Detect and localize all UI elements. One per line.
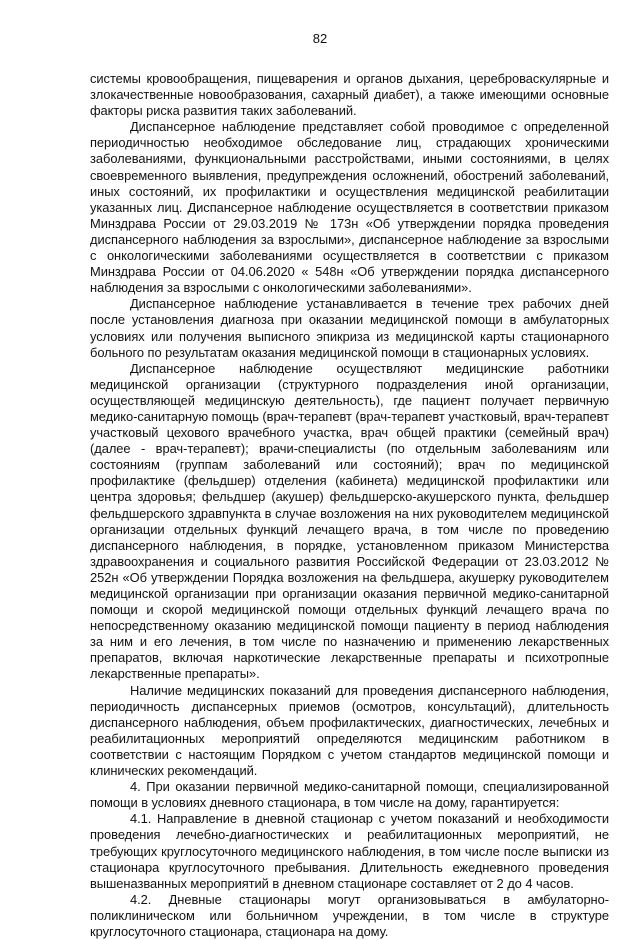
paragraph: 4.2. Дневные стационары могут организовываться в амбулаторно-поликлиническом или больничном учреждении, в том числе в структуре круглосуточного стационара, стационара на дому. (90, 891, 609, 939)
paragraph: 4.1. Направление в дневной стационар с учетом показаний и необходимости проведения лечебно-диагностических и реабилитационных мероприятий, не требующих круглосуточного медицинского наблюдения, в том числе после выписки из стационара круглосуточного пребывания. Длительность ежедневного проведения вышеназванных мероприятий в дневном стационаре составляет от 2 до 4 часов. (90, 811, 609, 891)
page-number: 82 (312, 31, 328, 46)
paragraph: 4. При оказании первичной медико-санитарной помощи, специализированной помощи в условиях дневного стационара, в том числе на дому, гарантируется: (90, 779, 609, 811)
paragraph: Диспансерное наблюдение представляет собой проводимое с определенной периодичностью необходимое обследование лиц, страдающих хроническими заболеваниями, функциональными расстройствами, иными состояниями, в целях своевременного выявления, предупреждения осложнений, обострений заболеваний, иных состояний, их профилактики и осуществления медицинской реабилитации указанных лиц. Диспансерное наблюдение осуществляется в соответствии приказом Минздрава России от 29.03.2019 № 173н «Об утверждении порядка проведения диспансерного наблюдения за взрослыми», диспансерное наблюдение за взрослыми с онкологическими заболеваниями осуществляется в соответствии с приказом Минздрава России от 04.06.2020 « 548н «Об утверждении порядка диспансерного наблюдения за взрослыми с онкологическими заболеваниями». (90, 119, 609, 296)
paragraph: Диспансерное наблюдение устанавливается в течение трех рабочих дней после установления диагноза при оказании медицинской помощи в амбулаторных условиях или получения выписного эпикриза из медицинской карты стационарного больного по результатам оказания медицинской помощи в стационарных условиях. (90, 296, 609, 360)
body-text (90, 71, 609, 940)
paragraph: Диспансерное наблюдение осуществляют медицинские работники медицинской организации (структурного подразделения иной организации, осуществляющей медицинскую деятельность), где пациент получает первичную медико-санитарную помощь (врач-терапевт (врач-терапевт участковый, врач-терапевт участковый цехового врачебного участка, врач общей практики (семейный врач) (далее - врач-терапевт); врачи-специалисты (по отдельным заболеваниям или состояниям (группам заболеваний или состояний); врач по медицинской профилактике (фельдшер) отделения (кабинета) медицинской профилактики или центра здоровья; фельдшер (акушер) фельдшерско-акушерского пункта, фельдшер фельдшерского здравпункта в случае возложения на них руководителем медицинской организации отдельных функций лечащего врача, в том числе по проведению диспансерного наблюдения, в порядке, установленном приказом Министерства здравоохранения и социального развития Российской Федерации от 23.03.2012 № 252н «Об утверждении Порядка возложения на фельдшера, акушерку руководителем медицинской организации при организации оказания первичной медико-санитарной помощи и скорой медицинской помощи отдельных функций лечащего врача по непосредственному оказанию медицинской помощи пациенту в период наблюдения за ним и его лечения, в том числе по назначению и применению лекарственных препаратов, включая наркотические лекарственные препараты и психотропные лекарственные препараты». (90, 360, 609, 682)
paragraph: системы кровообращения, пищеварения и органов дыхания, цереброваскулярные и злокачественные новообразования, сахарный диабет), а также имеющими основные факторы риска развития таких заболеваний. (90, 71, 609, 119)
paragraph: Наличие медицинских показаний для проведения диспансерного наблюдения, периодичность диспансерных приемов (осмотров, консультаций), длительность диспансерного наблюдения, объем профилактических, диагностических, лечебных и реабилитационных мероприятий определяются медицинским работником в соответствии с настоящим Порядком с учетом стандартов медицинской помощи и клинических рекомендаций. (90, 682, 609, 779)
